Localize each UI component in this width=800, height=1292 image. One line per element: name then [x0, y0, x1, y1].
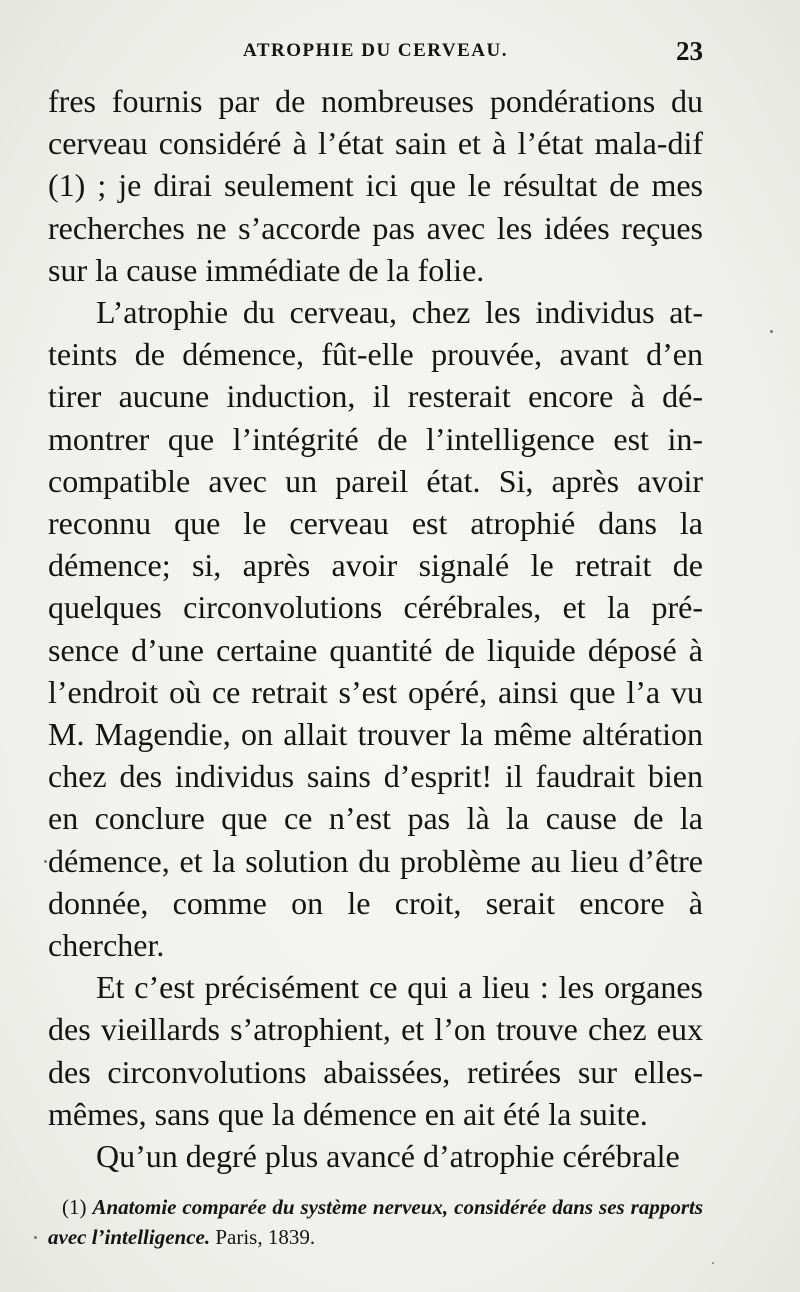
footnote-title: Anatomie comparée du système nerveux, considérée dans ses rapports avec l’intelligence.	[48, 1195, 704, 1249]
paragraph: Qu’un degré plus avancé d’atrophie cérébrale	[96, 1138, 680, 1175]
page-number: 23	[676, 36, 703, 66]
running-head: ATROPHIE DU CERVEAU.	[243, 40, 508, 61]
paragraph-continued: fres fournis par de nombreuses pondérations du cerveau considéré à l’état sain et à l’état mala-dif (1) ; je dirai seulement ici que le résultat de mes recherches ne s’accorde pas avec les idées reçues sur la cause immédiate de la folie.	[48, 83, 703, 288]
footnote-imprint: Paris, 1839.	[215, 1225, 316, 1249]
paper-speck	[770, 330, 773, 333]
paper-speck	[44, 860, 47, 863]
paragraph: Et c’est précisément ce qui a lieu : les organes des vieillards s’atrophient, et l’on trouve chez eux des circonvolutions abaissées, retirées sur elles-mêmes, sans que la démence en ait été la suite.	[48, 969, 703, 1132]
footnote	[48, 1192, 703, 1252]
page-header	[48, 36, 703, 76]
paper-speck	[34, 1236, 37, 1239]
body-text	[48, 80, 703, 1177]
paragraph: L’atrophie du cerveau, chez les individus at-teints de démence, fût-elle prouvée, avant d’en tirer aucune induction, il resterait encore à dé-montrer que l’intégrité de l’intelligence est in-compatible avec un pareil état. Si, après avoir reconnu que le cerveau est atrophié dans la démence; si, après avoir signalé le retrait de quelques circonvolutions cérébrales, et la pré-sence d’une certaine quantité de liquide déposé à l’endroit où ce retrait s’est opéré, ainsi que l’a vu M. Magendie, on allait trouver la même altération chez des individus sains d’esprit! il faudrait bien en conclure que ce n’est pas là la cause de la démence, et la solution du problème au lieu d’être donnée, comme on le croit, serait encore à chercher.	[48, 294, 703, 964]
paper-speck	[712, 1262, 714, 1264]
footnote-marker: (1)	[62, 1195, 87, 1219]
